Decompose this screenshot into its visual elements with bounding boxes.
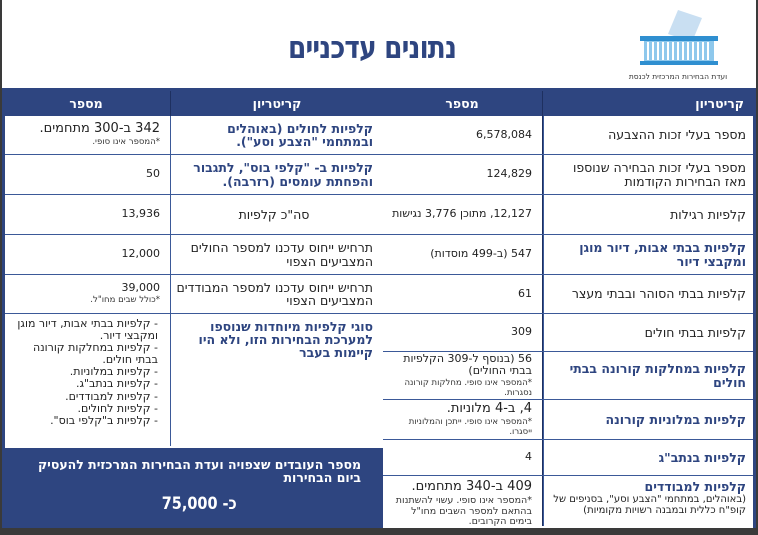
row-criterion-note: (באוהלים, במתחמי "הצבע וסע", בסניפים של קופ"ח כללית ובמבנה רשויות מקומיות) bbox=[553, 494, 746, 516]
list-item: - קלפיות לחולים. bbox=[77, 401, 158, 415]
table-row bbox=[382, 195, 756, 235]
table-row bbox=[382, 116, 756, 155]
row-criterion: תרחיש ייחוס עדכנו למספר החולים המצביעים הצפוי bbox=[170, 235, 383, 274]
header-number: מספר bbox=[382, 91, 543, 116]
row-criterion: קלפיות בבתי אבות, דיור מוגן ומקבצי דיור bbox=[543, 235, 756, 274]
row-note: *המספר אינו סופי. bbox=[92, 137, 160, 148]
table-row bbox=[382, 352, 756, 400]
row-value: 12,127, מתוכן 3,776 נגישות bbox=[392, 207, 532, 221]
table-row bbox=[382, 314, 756, 352]
table-row bbox=[382, 155, 756, 195]
row-value: 124,829 bbox=[486, 167, 532, 181]
row-criterion: קלפיות בנתב"ג bbox=[543, 440, 756, 475]
left-table bbox=[2, 91, 383, 446]
row-value: 50 bbox=[146, 167, 160, 181]
table-row bbox=[2, 275, 383, 314]
row-criterion: סה"כ קלפיות bbox=[170, 195, 383, 234]
header bbox=[2, 0, 756, 89]
row-criterion: קלפיות בבתי הסוהר ובבתי מעצר bbox=[543, 275, 756, 313]
header-criterion: קריטריון bbox=[695, 96, 744, 111]
row-criterion: סוגי קלפיות מיוחדות שנוספו למערכת הבחירות הזו, ולא היו קיימות בעבר bbox=[170, 314, 383, 446]
ballot-box-icon bbox=[622, 8, 734, 70]
table-row bbox=[382, 235, 756, 275]
list-item: - קלפיות למבודדים. bbox=[65, 389, 158, 403]
table-row bbox=[382, 476, 756, 526]
table-header bbox=[2, 91, 383, 116]
row-value: 4, ב-4 מלוניות. bbox=[446, 401, 532, 416]
staff-count-value: כ- 75,000 bbox=[161, 494, 237, 515]
row-value: 309 bbox=[511, 325, 532, 339]
table-row bbox=[2, 155, 383, 195]
row-note: *המספר אינו סופי. מחלקות קורונה נסגרות. bbox=[404, 378, 532, 398]
row-criterion: מספר בעלי זכות הבחירה שנוספו מאז הבחירות הקודמות bbox=[543, 155, 756, 194]
table-row bbox=[382, 275, 756, 314]
staff-count-label: מספר העובדים שצפויה ועדת הבחירות המרכזית להעסיק ביום הבחירות bbox=[37, 457, 361, 486]
row-value: 342 ב-300 מתחמים. bbox=[39, 121, 160, 137]
list-item: - קלפיות במחלקות קורונה בבתי חולים. bbox=[33, 341, 158, 367]
right-table bbox=[382, 91, 756, 526]
row-criterion: תרחיש ייחוס עדכנו למספר המבודדים המצביעים הצפוי bbox=[170, 275, 383, 313]
row-criterion: קלפיות במלוניות קורונה bbox=[543, 400, 756, 439]
row-value: 56 (בנוסף ל-309 הקלפיות בבתי החולים) bbox=[403, 352, 532, 378]
row-value: 61 bbox=[518, 286, 532, 300]
table-row bbox=[2, 195, 383, 235]
row-criterion: קלפיות למבודדים bbox=[644, 479, 746, 494]
row-criterion: קלפיות רגילות bbox=[543, 195, 756, 234]
election-committee-logo bbox=[622, 8, 734, 86]
row-value: 409 ב-340 מתחמים. bbox=[411, 479, 532, 494]
row-criterion: קלפיות לחולים (באוהלים ובמתחמי "הצבע וסע"). bbox=[170, 116, 383, 154]
frame-left bbox=[2, 91, 5, 528]
list-item: - קלפיות במלוניות. bbox=[69, 365, 158, 379]
row-criterion: קלפיות במחלקות קורונה בבתי חולים bbox=[543, 352, 756, 399]
list-item: - קלפיות ב"קלפי בוס". bbox=[50, 413, 158, 427]
row-value: 12,000 bbox=[121, 247, 160, 261]
table-row bbox=[2, 235, 383, 275]
table-row bbox=[382, 440, 756, 476]
page-title: נתונים עדכניים bbox=[287, 30, 457, 66]
logo-caption: ועדת הבחירות המרכזית לכנסת bbox=[628, 72, 728, 81]
row-note: *המספר אינו סופי. עשוי להשתנות בהתאם למספר השבים מחו"ל בימים הקרובים. bbox=[395, 495, 532, 528]
row-note: *המספר אינו סופי. ייתכן והמלוניות ייסגרו. bbox=[408, 417, 532, 437]
staff-count-panel bbox=[2, 448, 383, 528]
list-item: - קלפיות בנתב"ג. bbox=[75, 377, 158, 391]
row-value: 39,000 bbox=[121, 281, 160, 295]
list-item: - קלפיות בבתי אבות, דיור מוגן ומקבצי דיור. bbox=[17, 317, 158, 343]
row-note: *כולל שבים מחו"ל. bbox=[90, 295, 160, 306]
row-value: 6,578,084 bbox=[476, 127, 532, 141]
row-criterion: קלפיות ב- "קלפי בוס", לתגבור והפחתת עומסים (רזרבה). bbox=[170, 155, 383, 194]
table-row bbox=[2, 116, 383, 155]
table-row bbox=[2, 314, 383, 446]
row-value: 13,936 bbox=[121, 207, 160, 221]
header-number: מספר bbox=[69, 96, 103, 111]
header-criterion: קריטריון bbox=[170, 91, 383, 116]
table-row bbox=[382, 400, 756, 440]
row-criterion: מספר בעלי זכות ההצבעה bbox=[543, 116, 756, 154]
row-criterion: קלפיות בבתי חולים bbox=[543, 314, 756, 351]
page bbox=[2, 0, 756, 528]
special-ballot-list bbox=[2, 314, 170, 446]
row-value: 547 (ב-499 מוסדות) bbox=[430, 247, 532, 261]
table-header bbox=[382, 91, 756, 116]
frame-right bbox=[753, 91, 756, 528]
row-value: 4 bbox=[525, 450, 532, 464]
